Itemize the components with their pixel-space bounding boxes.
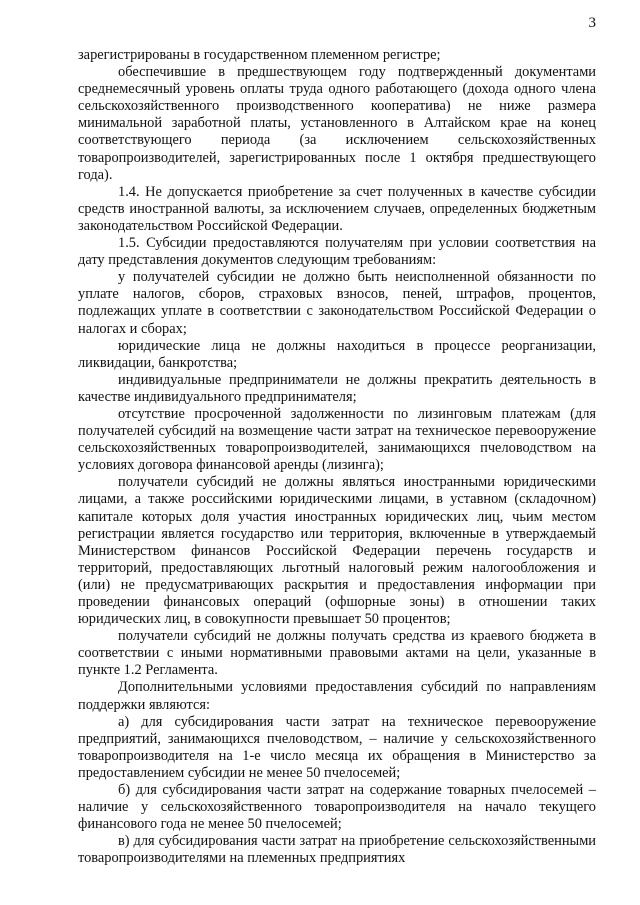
paragraph-1-4: 1.4. Не допускается приобретение за счет полученных в качестве субсидии средств иностранной валюты, за исключением случаев, определенных бюджетным законодательством Российской Федерации.	[78, 183, 596, 234]
document-body	[78, 47, 596, 868]
paragraph-legal-entities: юридические лица не должны находиться в процессе реорганизации, ликвидации, банкротства;	[78, 337, 596, 371]
paragraph-taxes: у получателей субсидии не должно быть неисполненной обязанности по уплате налогов, сборов, страховых взносов, пеней, штрафов, процентов, подлежащих уплате в соответствии с законодательством Российской Федерации о налогах и сборах;	[78, 269, 596, 337]
paragraph-item-v: в) для субсидирования части затрат на приобретение сельскохозяйственными товаропроизводителями на племенных предприятиях	[78, 833, 596, 867]
paragraph-foreign-entities: получатели субсидий не должны являться иностранными юридическими лицами, а также российскими юридическими лицами, в уставном (складочном) капитале которых доля участия иностранных юридических лиц, чьим местом регистрации является государство или территория, включенные в утверждаемый Министерством финансов Российской Федерации перечень государств и территорий, предоставляющих льготный налоговый режим налогообложения и (или) не предусматривающих раскрытия и предоставления информации при проведении финансовых операций (офшорные зоны) в отношении таких юридических лиц, в совокупности превышает 50 процентов;	[78, 474, 596, 628]
paragraph-registry: зарегистрированы в государственном племенном регистре;	[78, 47, 441, 63]
paragraph-leasing: отсутствие просроченной задолженности по лизинговым платежам (для получателей субсидий на возмещение части затрат на техническое перевооружение сельскохозяйственных товаропроизводителей, занимающихся пчеловодством на условиях договора финансовой аренды (лизинга);	[78, 405, 596, 474]
page-number: 3	[588, 15, 596, 31]
paragraph-regional-budget: получатели субсидий не должны получать средства из краевого бюджета в соответствии с иными нормативными правовыми актами на цели, указанные в пункте 1.2 Регламента.	[78, 628, 596, 679]
paragraph-item-b: б) для субсидирования части затрат на содержание товарных пчелосемей – наличие у сельскохозяйственного товаропроизводителя на начало текущего финансового года не менее 50 пчелосемей;	[78, 782, 596, 833]
paragraph-additional-conditions: Дополнительными условиями предоставления субсидий по направлениям поддержки являются:	[78, 679, 596, 713]
paragraph-entrepreneurs: индивидуальные предприниматели не должны прекратить деятельность в качестве индивидуального предпринимателя;	[78, 371, 596, 405]
paragraph-1-5: 1.5. Субсидии предоставляются получателям при условии соответствия на дату представления документов следующим требованиям:	[78, 235, 596, 269]
paragraph-item-a: а) для субсидирования части затрат на техническое перевооружение предприятий, занимающихся пчеловодством, – наличие у сельскохозяйственного товаропроизводителя на 1-е число месяца их обращения в Министерство за предоставлением субсидии не менее 50 пчелосемей;	[78, 713, 596, 781]
paragraph-wage-level: обеспечившие в предшествующем году подтвержденный документами среднемесячный уровень оплаты труда одного работающего (дохода одного члена сельскохозяйственного производственного кооператива) не ниже размера минимальной заработной платы, установленного в Алтайском крае на конец соответствующего периода (за исключением сельскохозяйственных товаропроизводителей, зарегистрированных после 1 октября предшествующего года).	[78, 64, 596, 183]
